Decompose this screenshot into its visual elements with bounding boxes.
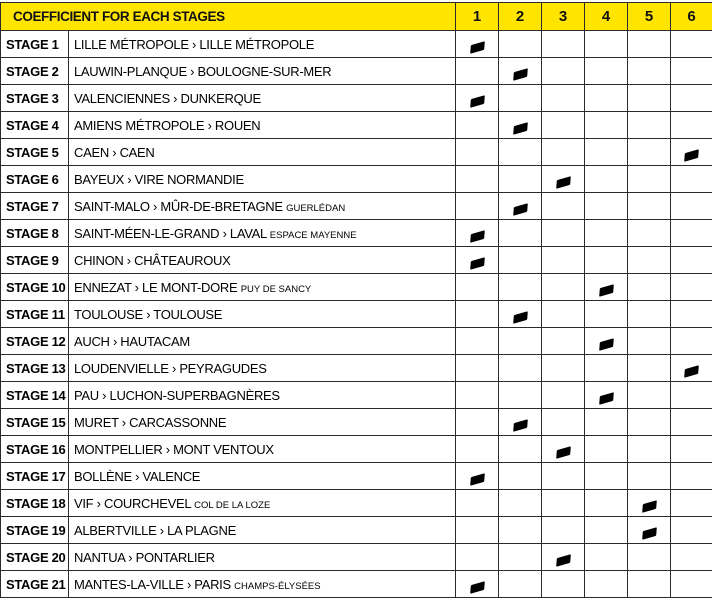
black-flag-mark-icon	[599, 392, 614, 405]
coefficient-cell-5	[628, 463, 671, 490]
coefficient-cell-4	[585, 382, 628, 409]
stage-route	[69, 247, 456, 274]
table-row	[1, 463, 712, 490]
coefficient-cell-2	[499, 31, 542, 58]
coefficient-cell-6	[671, 544, 712, 571]
coefficient-cell-3	[542, 409, 585, 436]
stage-label: STAGE 9	[1, 247, 69, 274]
route-text: MANTES-LA-VILLE › PARIS	[74, 576, 231, 592]
stage-label: STAGE 13	[1, 355, 69, 382]
coefficient-cell-6	[671, 220, 712, 247]
coefficient-cell-4	[585, 463, 628, 490]
column-header-6: 6	[671, 3, 712, 31]
coefficient-cell-4	[585, 193, 628, 220]
stage-route	[69, 274, 456, 301]
black-flag-mark-icon	[470, 95, 485, 108]
coefficient-cell-3	[542, 571, 585, 598]
stage-label: STAGE 20	[1, 544, 69, 571]
coefficient-cell-2	[499, 571, 542, 598]
table-row	[1, 112, 712, 139]
coefficient-cell-6	[671, 355, 712, 382]
table-row	[1, 139, 712, 166]
table-row	[1, 436, 712, 463]
stage-label: STAGE 11	[1, 301, 69, 328]
black-flag-mark-icon	[642, 500, 657, 513]
stage-label: STAGE 3	[1, 85, 69, 112]
coefficient-cell-4	[585, 328, 628, 355]
stage-route	[69, 31, 456, 58]
coefficient-cell-2	[499, 490, 542, 517]
coefficient-cell-6	[671, 571, 712, 598]
coefficient-cell-2	[499, 301, 542, 328]
coefficient-cell-3	[542, 166, 585, 193]
stage-label: STAGE 15	[1, 409, 69, 436]
coefficient-cell-5	[628, 220, 671, 247]
black-flag-mark-icon	[599, 338, 614, 351]
coefficient-cell-3	[542, 382, 585, 409]
stage-label: STAGE 18	[1, 490, 69, 517]
coefficient-cell-2	[499, 517, 542, 544]
route-text: ALBERTVILLE › LA PLAGNE	[74, 522, 236, 538]
coefficient-cell-1	[456, 382, 499, 409]
black-flag-mark-icon	[556, 554, 571, 567]
coefficient-cell-1	[456, 544, 499, 571]
coefficient-cell-4	[585, 112, 628, 139]
stage-route	[69, 490, 456, 517]
coefficient-cell-3	[542, 85, 585, 112]
route-text: MURET › CARCASSONNE	[74, 414, 227, 430]
coefficient-cell-2	[499, 193, 542, 220]
coefficient-cell-2	[499, 139, 542, 166]
coefficient-cell-4	[585, 517, 628, 544]
table-row	[1, 31, 712, 58]
stage-label: STAGE 17	[1, 463, 69, 490]
coefficient-cell-2	[499, 544, 542, 571]
coefficient-cell-2	[499, 247, 542, 274]
route-subtitle: ESPACE MAYENNE	[269, 229, 357, 241]
coefficient-cell-5	[628, 247, 671, 274]
coefficient-cell-4	[585, 490, 628, 517]
coefficient-cell-6	[671, 463, 712, 490]
black-flag-mark-icon	[599, 284, 614, 297]
stage-route	[69, 193, 456, 220]
coefficient-cell-1	[456, 247, 499, 274]
black-flag-mark-icon	[513, 203, 528, 216]
route-text: LILLE MÉTROPOLE › LILLE MÉTROPOLE	[74, 36, 315, 52]
column-header-4: 4	[585, 3, 628, 31]
coefficient-cell-3	[542, 139, 585, 166]
coefficient-cell-2	[499, 85, 542, 112]
coefficient-cell-1	[456, 436, 499, 463]
coefficient-cell-1	[456, 166, 499, 193]
stage-route	[69, 517, 456, 544]
coefficient-cell-3	[542, 355, 585, 382]
coefficient-cell-1	[456, 85, 499, 112]
coefficient-cell-5	[628, 382, 671, 409]
stage-route	[69, 301, 456, 328]
coefficient-cell-4	[585, 247, 628, 274]
coefficient-cell-3	[542, 31, 585, 58]
stage-route	[69, 220, 456, 247]
coefficient-cell-6	[671, 193, 712, 220]
coefficient-cell-5	[628, 274, 671, 301]
stage-label: STAGE 12	[1, 328, 69, 355]
coefficient-cell-2	[499, 112, 542, 139]
coefficient-cell-1	[456, 274, 499, 301]
coefficient-cell-1	[456, 517, 499, 544]
coefficient-cell-2	[499, 166, 542, 193]
route-text: NANTUA › PONTARLIER	[74, 549, 215, 565]
stage-route	[69, 85, 456, 112]
coefficient-cell-5	[628, 139, 671, 166]
stage-route	[69, 328, 456, 355]
coefficient-cell-4	[585, 274, 628, 301]
coefficient-cell-3	[542, 58, 585, 85]
coefficient-cell-6	[671, 58, 712, 85]
coefficient-cell-2	[499, 355, 542, 382]
column-header-3: 3	[542, 3, 585, 31]
black-flag-mark-icon	[470, 473, 485, 486]
coefficient-cell-6	[671, 247, 712, 274]
coefficient-cell-2	[499, 409, 542, 436]
stage-label: STAGE 21	[1, 571, 69, 598]
coefficient-cell-1	[456, 409, 499, 436]
route-text: AMIENS MÉTROPOLE › ROUEN	[74, 117, 261, 133]
table-row	[1, 58, 712, 85]
coefficient-cell-5	[628, 355, 671, 382]
black-flag-mark-icon	[556, 446, 571, 459]
coefficient-cell-6	[671, 517, 712, 544]
coefficient-cell-6	[671, 112, 712, 139]
coefficient-cell-1	[456, 139, 499, 166]
coefficient-cell-3	[542, 490, 585, 517]
table-row	[1, 166, 712, 193]
coefficient-cell-3	[542, 544, 585, 571]
route-text: BOLLÈNE › VALENCE	[74, 468, 201, 484]
table-title: COEFFICIENT FOR EACH STAGES	[1, 3, 456, 31]
coefficient-cell-2	[499, 274, 542, 301]
route-text: SAINT-MALO › MÛR-DE-BRETAGNE	[74, 198, 283, 214]
route-subtitle: COL DE LA LOZE	[194, 499, 271, 511]
stage-label: STAGE 5	[1, 139, 69, 166]
coefficient-cell-5	[628, 58, 671, 85]
coefficient-cell-6	[671, 274, 712, 301]
stage-route	[69, 571, 456, 598]
coefficient-table-container	[0, 2, 712, 598]
route-text: SAINT-MÉEN-LE-GRAND › LAVAL	[74, 225, 267, 241]
table-row	[1, 490, 712, 517]
stage-rows	[1, 31, 712, 598]
coefficient-cell-6	[671, 409, 712, 436]
coefficient-cell-1	[456, 328, 499, 355]
table-row	[1, 301, 712, 328]
coefficient-cell-2	[499, 436, 542, 463]
coefficient-cell-4	[585, 301, 628, 328]
table-row	[1, 247, 712, 274]
coefficient-cell-6	[671, 490, 712, 517]
coefficient-cell-1	[456, 355, 499, 382]
coefficient-cell-5	[628, 31, 671, 58]
route-subtitle: CHAMPS-ÉLYSÉES	[234, 580, 321, 592]
column-header-5: 5	[628, 3, 671, 31]
black-flag-mark-icon	[513, 419, 528, 432]
stage-label: STAGE 19	[1, 517, 69, 544]
stage-label: STAGE 1	[1, 31, 69, 58]
coefficient-cell-1	[456, 220, 499, 247]
black-flag-mark-icon	[642, 527, 657, 540]
black-flag-mark-icon	[470, 41, 485, 54]
table-row	[1, 517, 712, 544]
table-row	[1, 382, 712, 409]
coefficient-cell-3	[542, 112, 585, 139]
route-text: TOULOUSE › TOULOUSE	[74, 306, 223, 322]
stage-label: STAGE 8	[1, 220, 69, 247]
coefficient-cell-3	[542, 301, 585, 328]
route-text: CAEN › CAEN	[74, 144, 155, 160]
coefficient-cell-2	[499, 463, 542, 490]
coefficient-cell-6	[671, 139, 712, 166]
coefficient-cell-3	[542, 517, 585, 544]
black-flag-mark-icon	[470, 581, 485, 594]
coefficient-cell-5	[628, 112, 671, 139]
black-flag-mark-icon	[470, 230, 485, 243]
coefficient-cell-3	[542, 247, 585, 274]
coefficient-cell-4	[585, 166, 628, 193]
coefficient-cell-1	[456, 490, 499, 517]
table-row	[1, 328, 712, 355]
route-text: VALENCIENNES › DUNKERQUE	[74, 90, 261, 106]
route-subtitle: PUY DE SANCY	[240, 283, 312, 295]
black-flag-mark-icon	[513, 311, 528, 324]
coefficient-cell-3	[542, 328, 585, 355]
route-text: MONTPELLIER › MONT VENTOUX	[74, 441, 274, 457]
coefficient-cell-3	[542, 220, 585, 247]
route-text: BAYEUX › VIRE NORMANDIE	[74, 171, 244, 187]
coefficient-cell-4	[585, 85, 628, 112]
route-text: VIF › COURCHEVEL	[74, 495, 191, 511]
coefficient-cell-4	[585, 58, 628, 85]
coefficient-cell-5	[628, 571, 671, 598]
table-row	[1, 85, 712, 112]
stage-label: STAGE 6	[1, 166, 69, 193]
stage-route	[69, 409, 456, 436]
stage-label: STAGE 14	[1, 382, 69, 409]
coefficient-cell-1	[456, 193, 499, 220]
stage-route	[69, 463, 456, 490]
coefficient-cell-6	[671, 301, 712, 328]
black-flag-mark-icon	[684, 365, 699, 378]
coefficient-cell-5	[628, 490, 671, 517]
coefficient-cell-5	[628, 301, 671, 328]
black-flag-mark-icon	[684, 149, 699, 162]
coefficient-cell-2	[499, 328, 542, 355]
stage-route	[69, 436, 456, 463]
stage-route	[69, 355, 456, 382]
black-flag-mark-icon	[470, 257, 485, 270]
black-flag-mark-icon	[513, 122, 528, 135]
coefficient-cell-6	[671, 436, 712, 463]
coefficient-cell-1	[456, 31, 499, 58]
coefficient-cell-5	[628, 85, 671, 112]
coefficient-table	[0, 2, 712, 598]
coefficient-cell-1	[456, 571, 499, 598]
stage-label: STAGE 2	[1, 58, 69, 85]
coefficient-cell-5	[628, 193, 671, 220]
stage-route	[69, 139, 456, 166]
stage-label: STAGE 10	[1, 274, 69, 301]
coefficient-cell-2	[499, 220, 542, 247]
table-row	[1, 571, 712, 598]
coefficient-cell-4	[585, 31, 628, 58]
coefficient-cell-6	[671, 31, 712, 58]
coefficient-cell-1	[456, 463, 499, 490]
route-text: LAUWIN-PLANQUE › BOULOGNE-SUR-MER	[74, 63, 332, 79]
coefficient-cell-4	[585, 220, 628, 247]
route-text: PAU › LUCHON-SUPERBAGNÈRES	[74, 387, 280, 403]
route-subtitle: GUERLÉDAN	[286, 202, 346, 214]
coefficient-cell-4	[585, 436, 628, 463]
route-text: LOUDENVIELLE › PEYRAGUDES	[74, 360, 267, 376]
column-header-1: 1	[456, 3, 499, 31]
coefficient-cell-2	[499, 58, 542, 85]
stage-route	[69, 58, 456, 85]
coefficient-cell-6	[671, 382, 712, 409]
route-text: ENNEZAT › LE MONT-DORE	[74, 279, 238, 295]
stage-route	[69, 382, 456, 409]
coefficient-cell-3	[542, 193, 585, 220]
stage-route	[69, 112, 456, 139]
coefficient-cell-5	[628, 409, 671, 436]
table-row	[1, 274, 712, 301]
coefficient-cell-3	[542, 274, 585, 301]
coefficient-cell-2	[499, 382, 542, 409]
coefficient-cell-4	[585, 139, 628, 166]
stage-route	[69, 166, 456, 193]
stage-route	[69, 544, 456, 571]
coefficient-cell-1	[456, 58, 499, 85]
coefficient-cell-5	[628, 517, 671, 544]
table-row	[1, 409, 712, 436]
stage-label: STAGE 4	[1, 112, 69, 139]
table-row	[1, 544, 712, 571]
coefficient-cell-6	[671, 166, 712, 193]
stage-label: STAGE 16	[1, 436, 69, 463]
coefficient-cell-5	[628, 328, 671, 355]
table-row	[1, 355, 712, 382]
coefficient-cell-4	[585, 571, 628, 598]
coefficient-cell-1	[456, 112, 499, 139]
header-row	[1, 3, 712, 31]
table-row	[1, 193, 712, 220]
coefficient-cell-5	[628, 436, 671, 463]
black-flag-mark-icon	[556, 176, 571, 189]
coefficient-cell-3	[542, 463, 585, 490]
route-text: AUCH › HAUTACAM	[74, 333, 190, 349]
coefficient-cell-4	[585, 409, 628, 436]
coefficient-cell-4	[585, 544, 628, 571]
coefficient-cell-6	[671, 328, 712, 355]
table-row	[1, 220, 712, 247]
black-flag-mark-icon	[513, 68, 528, 81]
coefficient-cell-5	[628, 544, 671, 571]
coefficient-cell-3	[542, 436, 585, 463]
coefficient-cell-5	[628, 166, 671, 193]
column-header-2: 2	[499, 3, 542, 31]
stage-label: STAGE 7	[1, 193, 69, 220]
coefficient-cell-1	[456, 301, 499, 328]
route-text: CHINON › CHÂTEAUROUX	[74, 252, 231, 268]
coefficient-cell-6	[671, 85, 712, 112]
coefficient-cell-4	[585, 355, 628, 382]
